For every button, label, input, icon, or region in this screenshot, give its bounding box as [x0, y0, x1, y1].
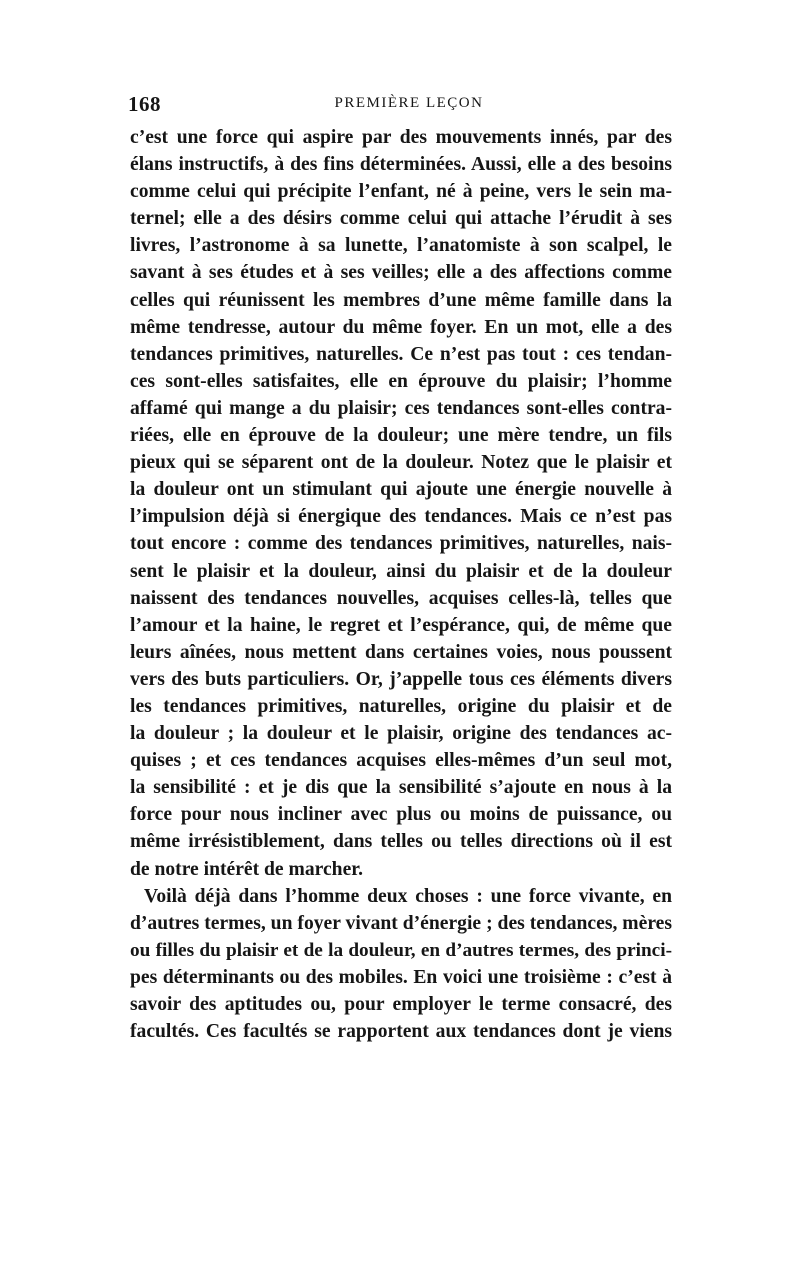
- text-line: la douleur ; la douleur et le plaisir, origine des tendances ac-: [130, 723, 672, 745]
- text-line: vers des buts particuliers. Or, j’appelle tous ces éléments divers: [130, 668, 672, 690]
- text-line: sent le plaisir et la douleur, ainsi du plaisir et de la douleur: [130, 560, 672, 582]
- text-line: la sensibilité : et je dis que la sensibilité s’ajoute en nous à la: [130, 777, 672, 799]
- paragraph-end-line: de notre intérêt de marcher.: [130, 858, 364, 880]
- text-line: riées, elle en éprouve de la douleur; une mère tendre, un fils: [130, 425, 672, 447]
- text-line: tout encore : comme des tendances primitives, naturelles, nais-: [130, 533, 672, 555]
- page-number: 168: [128, 92, 161, 116]
- text-line: tendances primitives, naturelles. Ce n’est pas tout : ces tendan-: [130, 343, 672, 365]
- text-line: les tendances primitives, naturelles, origine du plaisir et de: [130, 695, 672, 717]
- running-title: PREMIÈRE LEÇON: [334, 95, 484, 111]
- text-line: affamé qui mange a du plaisir; ces tendances sont-elles contra-: [130, 397, 672, 419]
- text-line: élans instructifs, à des fins déterminées. Aussi, elle a des besoins: [130, 154, 672, 176]
- text-line: l’amour et la haine, le regret et l’espérance, qui, de même que: [130, 614, 672, 636]
- text-line: l’impulsion déjà si énergique des tendances. Mais ce n’est pas: [130, 506, 672, 528]
- text-line: la douleur ont un stimulant qui ajoute une énergie nouvelle à: [130, 479, 672, 501]
- running-head: [128, 92, 670, 118]
- text-line: même irrésistiblement, dans telles ou telles directions où il est: [130, 831, 672, 853]
- text-line: pes déterminants ou des mobiles. En voici une troisième : c’est à: [130, 966, 672, 988]
- text-line: ces sont-elles satisfaites, elle en éprouve du plaisir; l’homme: [130, 370, 672, 392]
- text-line: comme celui qui précipite l’enfant, né à peine, vers le sein ma-: [130, 181, 672, 203]
- text-line: celles qui réunissent les membres d’une même famille dans la: [130, 289, 672, 311]
- text-line: quises ; et ces tendances acquises elles-mêmes d’un seul mot,: [130, 750, 672, 772]
- text-line: savoir des aptitudes ou, pour employer le terme consacré, des: [130, 994, 672, 1015]
- body-text: [130, 124, 672, 1045]
- text-line: leurs aînées, nous mettent dans certaines voies, nous poussent: [130, 641, 672, 663]
- text-line: force pour nous incliner avec plus ou moins de puissance, ou: [130, 804, 672, 826]
- text-line: c’est une force qui aspire par des mouvements innés, par des: [130, 127, 672, 148]
- text-line: livres, l’astronome à sa lunette, l’anatomiste à son scalpel, le: [130, 235, 672, 257]
- text-line: d’autres termes, un foyer vivant d’énergie ; des tendances, mères: [130, 912, 672, 934]
- text-line: naissent des tendances nouvelles, acquises celles-là, telles que: [130, 587, 672, 609]
- text-line: pieux qui se séparent ont de la douleur. Notez que le plaisir et: [130, 452, 672, 474]
- text-line: savant à ses études et à ses veilles; elle a des affections comme: [130, 262, 672, 284]
- paragraph-start-line: Voilà déjà dans l’homme deux choses : une force vivante, en: [144, 885, 672, 907]
- text-line: même tendresse, autour du même foyer. En un mot, elle a des: [130, 316, 672, 338]
- text-line: ou filles du plaisir et de la douleur, en d’autres termes, des princi-: [130, 939, 672, 961]
- text-line: facultés. Ces facultés se rapportent aux tendances dont je viens: [130, 1021, 672, 1043]
- text-line: ternel; elle a des désirs comme celui qui attache l’érudit à ses: [130, 208, 672, 230]
